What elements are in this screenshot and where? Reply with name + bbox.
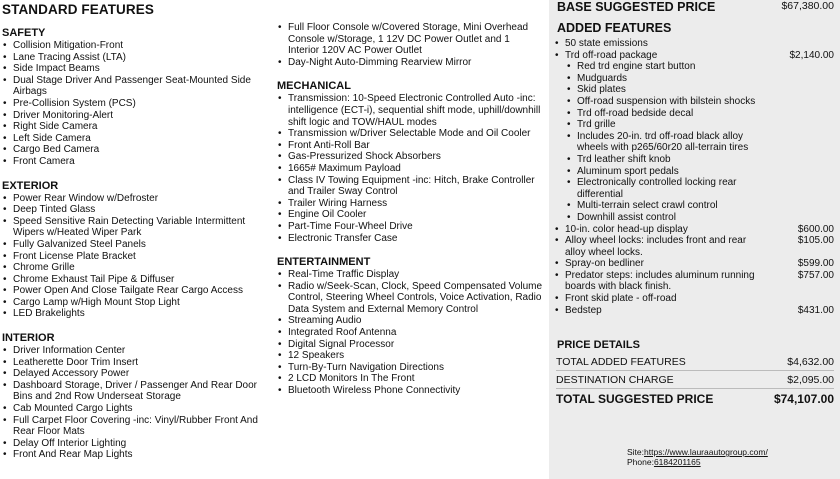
added-feature-text: Trd grille [577, 119, 616, 131]
feature-item: • Leatherette Door Trim Insert [2, 357, 270, 369]
feature-item: • 12 Speakers [277, 350, 543, 362]
added-feature-price: $600.00 [797, 223, 834, 235]
package-sub-item [554, 119, 834, 131]
destination-row [556, 374, 834, 386]
added-feature-text: Trd off-road package [565, 49, 658, 61]
added-feature-text: Downhill assist control [577, 211, 676, 223]
feature-item: • 2 LCD Monitors In The Front [277, 373, 543, 385]
added-feature-text: Aluminum sport pedals [577, 165, 679, 177]
feature-item: • Part-Time Four-Wheel Drive [277, 221, 543, 233]
feature-item: • Speed Sensitive Rain Detecting Variable Intermittent Wipers w/Heated Wiper Park [2, 216, 270, 239]
feature-item: • Dual Stage Driver And Passenger Seat-Mounted Side Airbags [2, 75, 270, 98]
destination-label: DESTINATION CHARGE [556, 374, 674, 386]
feature-item: • Electronic Transfer Case [277, 233, 543, 245]
feature-item: • Dashboard Storage, Driver / Passenger And Rear Door Bins and 2nd Row Underseat Storage [2, 380, 270, 403]
phone-label: Phone: [627, 457, 654, 467]
feature-list-mechanical [277, 93, 543, 244]
feature-item: • Delay Off Interior Lighting [2, 438, 270, 450]
feature-item: • Right Side Camera [2, 121, 270, 133]
added-feature-text: Includes 20-in. trd off-road black alloy wheels with p265/60r20 all-terrain tires [577, 130, 749, 154]
feature-item: • Transmission: 10-Speed Electronic Controlled Auto -inc: intelligence (ECT-i), sequential shift mode, uphill/downhill shift logic and TOW/HAUL modes [277, 93, 543, 128]
base-price-value: $67,380.00 [781, 0, 834, 12]
dealer-contact [627, 447, 768, 467]
package-sub-item [554, 73, 834, 85]
pricing-panel [549, 0, 840, 479]
feature-item: • Bluetooth Wireless Phone Connectivity [277, 385, 543, 397]
added-feature-text: Off-road suspension with bilstein shocks [577, 95, 756, 107]
added-feature-text: Red trd engine start button [577, 61, 696, 73]
feature-item: • Full Carpet Floor Covering -inc: Vinyl/Rubber Front And Rear Floor Mats [2, 415, 270, 438]
feature-item: • Trailer Wiring Harness [277, 198, 543, 210]
added-feature-item [554, 38, 834, 50]
feature-item: • Driver Monitoring-Alert [2, 110, 270, 122]
standard-features-column-2 [277, 0, 543, 397]
added-features-list [554, 38, 834, 316]
added-feature-price: $757.00 [797, 269, 834, 281]
feature-item: • Fully Galvanized Steel Panels [2, 239, 270, 251]
feature-item: • Digital Signal Processor [277, 339, 543, 351]
feature-item: • Gas-Pressurized Shock Absorbers [277, 151, 543, 163]
added-feature-item [554, 224, 834, 236]
package-sub-item [554, 200, 834, 212]
added-feature-price: $599.00 [797, 258, 834, 270]
package-sub-item [554, 212, 834, 224]
phone-link[interactable]: 6184201165 [653, 457, 701, 467]
base-price-label: BASE SUGGESTED PRICE [557, 0, 716, 14]
feature-item: • Lane Tracing Assist (LTA) [2, 52, 270, 64]
divider [556, 370, 834, 371]
added-feature-price: $105.00 [797, 235, 834, 247]
added-feature-price: $431.00 [797, 304, 834, 316]
added-feature-price: $2,140.00 [789, 49, 834, 61]
feature-item: • LED Brakelights [2, 308, 270, 320]
added-feature-text: Predator steps: includes aluminum running boards with black finish. [565, 269, 755, 293]
standard-features-column-1 [2, 0, 270, 461]
added-feature-text: 10-in. color head-up display [565, 223, 688, 235]
feature-item: • Radio w/Seek-Scan, Clock, Speed Compensated Volume Control, Steering Wheel Controls, Voice Activation, Radio Data System and External Memory Control [277, 281, 543, 316]
feature-item: • Front License Plate Bracket [2, 251, 270, 263]
page-title: STANDARD FEATURES [2, 2, 154, 17]
feature-item: • Chrome Exhaust Tail Pipe & Diffuser [2, 274, 270, 286]
total-price-row [556, 392, 834, 406]
added-feature-item [554, 305, 834, 317]
feature-item: • Integrated Roof Antenna [277, 327, 543, 339]
total-price-value: $74,107.00 [773, 392, 834, 406]
feature-item: • Chrome Grille [2, 262, 270, 274]
total-price-label: TOTAL SUGGESTED PRICE [556, 392, 714, 406]
divider [556, 388, 834, 389]
feature-item: • Deep Tinted Glass [2, 204, 270, 216]
feature-item: • Delayed Accessory Power [2, 368, 270, 380]
feature-item: • Streaming Audio [277, 315, 543, 327]
destination-value: $2,095.00 [787, 374, 834, 386]
feature-list-interior [2, 345, 270, 461]
feature-item: • Engine Oil Cooler [277, 209, 543, 221]
added-feature-text: Front skid plate - off-road [565, 293, 677, 305]
feature-item: • Cargo Bed Camera [2, 144, 270, 156]
added-feature-text: 50 state emissions [565, 38, 648, 49]
section-heading-interior: INTERIOR [2, 332, 55, 345]
added-feature-item [554, 50, 834, 62]
added-feature-text: Bedstep [565, 304, 602, 316]
package-sub-item [554, 131, 834, 154]
section-heading-mechanical: MECHANICAL [277, 80, 351, 93]
feature-item: • Front Camera [2, 156, 270, 168]
feature-item: • Power Rear Window w/Defroster [2, 193, 270, 205]
site-link[interactable]: https://www.lauraautogroup.com/ [644, 447, 768, 457]
site-label: Site: [627, 447, 645, 457]
feature-item: • Class IV Towing Equipment -inc: Hitch, Brake Controller and Trailer Sway Control [277, 175, 543, 198]
feature-item: • Full Floor Console w/Covered Storage, Mini Overhead Console w/Storage, 1 12V DC Power Outlet and 1 Interior 120V AC Power Outlet [277, 22, 543, 57]
added-feature-text: Trd off-road bedside decal [577, 107, 694, 119]
feature-list-entertainment [277, 269, 543, 397]
feature-item: • Turn-By-Turn Navigation Directions [277, 362, 543, 374]
price-details-heading: PRICE DETAILS [557, 339, 640, 351]
feature-item: • 1665# Maximum Payload [277, 163, 543, 175]
feature-item: • Pre-Collision System (PCS) [2, 98, 270, 110]
feature-item: • Day-Night Auto-Dimming Rearview Mirror [277, 57, 543, 69]
section-heading-entertainment: ENTERTAINMENT [277, 256, 371, 269]
package-sub-item [554, 154, 834, 166]
package-sub-item [554, 96, 834, 108]
feature-item: • Power Open And Close Tailgate Rear Cargo Access [2, 285, 270, 297]
feature-item: • Driver Information Center [2, 345, 270, 357]
feature-item: • Front And Rear Map Lights [2, 449, 270, 461]
added-feature-item [554, 235, 834, 258]
package-sub-item [554, 166, 834, 178]
total-added-value: $4,632.00 [787, 356, 834, 368]
package-sub-item [554, 108, 834, 120]
section-heading-safety: SAFETY [2, 27, 46, 39]
feature-item: • Transmission w/Driver Selectable Mode and Oil Cooler [277, 128, 543, 140]
feature-item: • Cargo Lamp w/High Mount Stop Light [2, 297, 270, 309]
feature-list-safety [2, 40, 270, 168]
section-heading-exterior: EXTERIOR [2, 179, 59, 192]
added-feature-item [554, 258, 834, 270]
added-feature-item [554, 293, 834, 305]
package-sub-item [554, 177, 834, 200]
feature-item: • Left Side Camera [2, 133, 270, 145]
added-features-heading: ADDED FEATURES [557, 21, 672, 35]
package-sub-item [554, 84, 834, 96]
added-feature-text: Alloy wheel locks: includes front and rear alloy wheel locks. [565, 235, 747, 258]
feature-list-exterior [2, 193, 270, 321]
added-feature-text: Electronically controlled locking rear differential [577, 177, 737, 200]
feature-list-continued [277, 22, 543, 68]
added-feature-text: Multi-terrain select crawl control [577, 200, 718, 212]
feature-item: • Front Anti-Roll Bar [277, 140, 543, 152]
added-feature-text: Trd leather shift knob [577, 153, 671, 165]
added-feature-text: Skid plates [577, 84, 626, 96]
added-feature-text: Spray-on bedliner [565, 258, 644, 270]
feature-item: • Collision Mitigation-Front [2, 40, 270, 52]
total-added-label: TOTAL ADDED FEATURES [556, 356, 686, 368]
total-added-row [556, 356, 834, 368]
added-feature-text: Mudguards [577, 72, 628, 84]
feature-item: • Cab Mounted Cargo Lights [2, 403, 270, 415]
added-feature-item [554, 270, 834, 293]
feature-item: • Side Impact Beams [2, 63, 270, 75]
feature-item: • Real-Time Traffic Display [277, 269, 543, 281]
package-sub-item [554, 61, 834, 73]
